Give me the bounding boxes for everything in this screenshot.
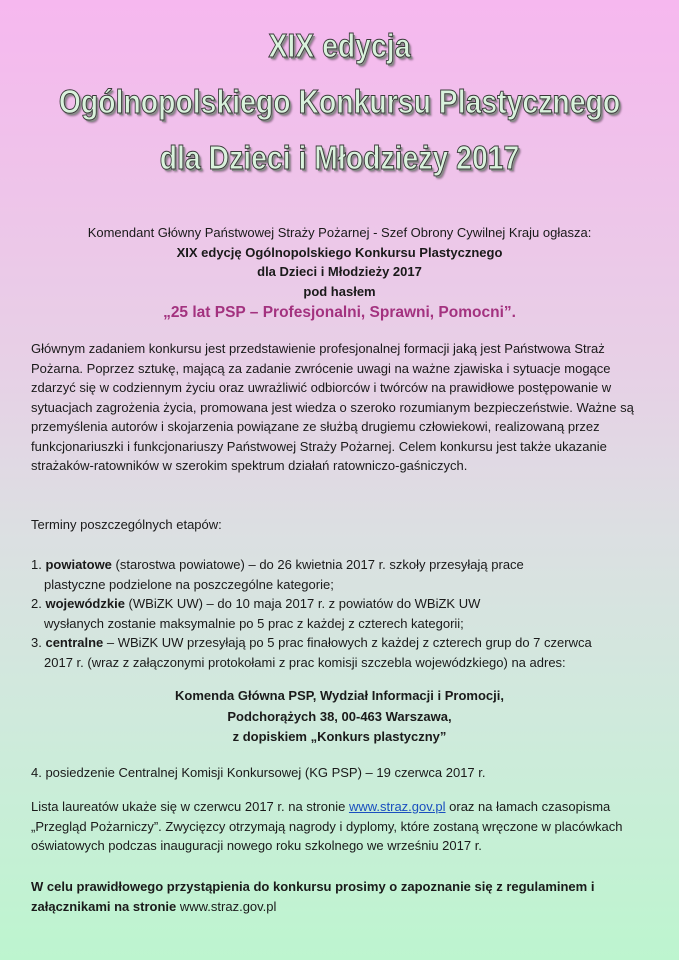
address-line-2: Podchorążych 38, 00-463 Warszawa, [227, 708, 452, 724]
stage-name: centralne [45, 635, 104, 650]
address-line-3: z dopiskiem „Konkurs plastyczny” [232, 729, 447, 744]
title-line-3: dla Dzieci i Młodzieży 2017 [159, 139, 520, 176]
stage-name: powiatowe [45, 557, 112, 572]
slogan: „25 lat PSP – Profesjonalni, Sprawni, Pomocni”. [163, 304, 516, 321]
final-note: W celu prawidłowego przystąpienia do konkursu prosimy o zapoznanie się z regulaminem i załącznikami na stronie www.straz.gov.pl [31, 879, 595, 914]
stage-name: wojewódzkie [45, 596, 125, 611]
title-line-2: Ogólnopolskiego Konkursu Plastycznego [58, 83, 621, 120]
stage-item-2: 2. wojewódzkie (WBiZK UW) – do 10 maja 2017 r. z powiatów do WBiZK UW wysłanych zostanie maksymalnie po 5 prac z każdej z czterech kategorii; [31, 596, 481, 631]
stages-list [31, 555, 653, 672]
poster-title [0, 18, 679, 186]
announce-line: Komendant Główny Państwowej Straży Pożarnej - Szef Obrony Cywilnej Kraju ogłasza: [87, 225, 592, 240]
stage-item-4: 4. posiedzenie Centralnej Komisji Konkursowej (KG PSP) – 19 czerwca 2017 r. [31, 765, 486, 780]
motto-label: pod hasłem [303, 283, 376, 299]
stage-item-1: 1. powiatowe (starostwa powiatowe) – do 26 kwietnia 2017 r. szkoły przesyłają prace plastyczne podzielone na poszczególne kategorie; [31, 557, 524, 592]
for-whom-line: dla Dzieci i Młodzieży 2017 [257, 264, 422, 279]
announcement [0, 223, 679, 325]
terms-heading: Terminy poszczególnych etapów: [31, 517, 222, 532]
main-paragraph: Głównym zadaniem konkursu jest przedstawienie profesjonalnej formacji jaką jest Państwowa Straż Pożarna. Poprzez sztukę, mającą za zadanie zwrócenie uwagi na ważne zjawiska i sytuacje mogące zdarzyć się w codziennym życiu oraz uwrażliwić odbiorców i twórców na prawidłowe postępowanie w sytuacjach zagrożenia życia, promowana jest wiedza o szeroko rozumianym bezpieczeństwie. Ważne są przemyślenia autorów i skojarzenia powiązane ze służbą drugiemu człowiekowi, realizowaną przez funkcjonariuszki i funkcjonariuszy Państwowej Straży Pożarnej. Celem konkursu jest także ukazanie strażaków-ratowników w szerokim spektrum działań ratowniczo-gaśniczych. [31, 341, 634, 473]
stage-item-3: 3. centralne – WBiZK UW przesyłają po 5 prac finałowych z każdej z czterech grup do 7 czerwca 2017 r. (wraz z załączonymi protokołami z prac komisji szczebla wojewódzkiego) na adres: [31, 635, 592, 670]
final-site: www.straz.gov.pl [176, 898, 277, 914]
address-line-1: Komenda Główna PSP, Wydział Informacji i Promocji, [175, 688, 504, 703]
address-block [0, 686, 679, 748]
website-link[interactable]: www.straz.gov.pl [348, 799, 446, 814]
laureates-paragraph: Lista laureatów ukaże się w czerwcu 2017 r. na stronie www.straz.gov.pl oraz na łamach czasopisma „Przegląd Pożarniczy”. Zwycięzcy otrzymają nagrody i dyplomy, które zostaną wręczone w placówkach oświatowych podczas inauguracji nowego roku szkolnego we wrześniu 2017 r. [31, 799, 623, 853]
title-line-1: XIX edycja [268, 27, 411, 64]
edition-line: XIX edycję Ogólnopolskiego Konkursu Plastycznego [176, 244, 503, 260]
